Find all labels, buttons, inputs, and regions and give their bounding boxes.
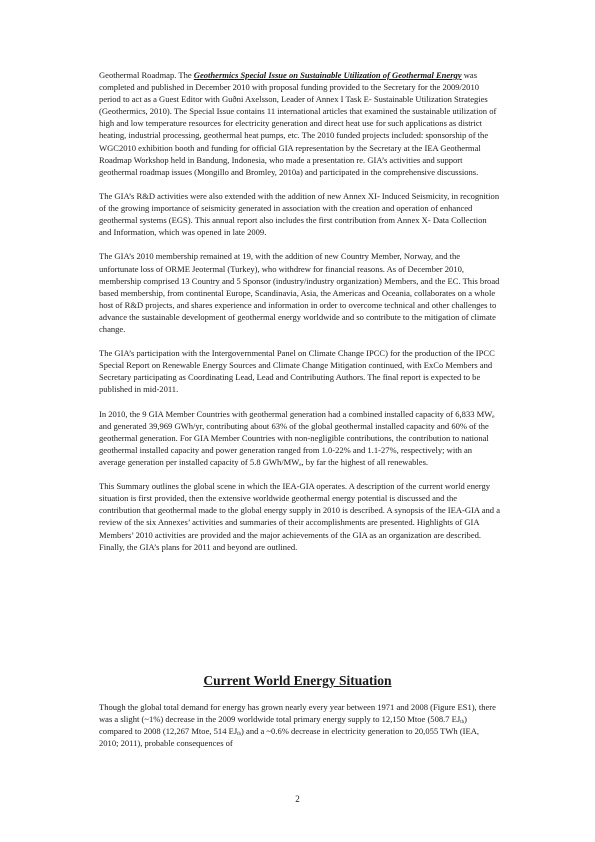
text-run: and generated 39,969 GWh/yr, contributing about 63% of the global geothermal installed capacity and 60% of the geothermal generation. For GIA Member Countries with non-negligible contributions, the contribution to national geothermal installed capacity and power generation ranged from 1.0-22% and 1.1-27%, respectively; with an average generation per installed capacity of 5.8 GWh/MW <box>99 420 489 467</box>
paragraph <box>99 347 500 395</box>
paragraph <box>99 69 500 178</box>
body-text-upper <box>99 69 500 565</box>
subscript: e <box>492 414 495 420</box>
subscript: th <box>237 732 242 738</box>
paragraph <box>99 480 500 553</box>
text-run: Geothermal Roadmap. The <box>99 70 194 80</box>
text-run: In 2010, the 9 GIA Member Countries with geothermal generation had a combined installed capacity of 6,833 MW <box>99 408 493 419</box>
text-run: The GIA’s participation with the Intergovernmental Panel on Climate Change IPCC) for the production of the IPCC Special Report on Renewable Energy Sources and Climate Change Mitigation continued, with ExCo Members and Secretary participating as Coordinating Lead, Lead and Contributing Authors. The final report is expected to be published in mid-2011. <box>99 348 495 395</box>
paragraph <box>99 250 500 335</box>
text-run: This Summary outlines the global scene in which the IEA-GIA operates. A description of the current world energy situation is first provided, then the extensive worldwide geothermal energy potential is discussed and the contribution that geothermal made to the global energy supply in 2010 is described. A synopsis of the IEA-GIA and a review of the six Annexes’ activities and summaries of their accomplishments are presented. Highlights of GIA Members’ 2010 activities are provided and the major achievements of the GIA as an organization are described. Finally, the GIA’s plans for 2011 and beyond are outlined. <box>99 481 500 552</box>
text-run: Though the global total demand for energy has grown nearly every year between 1971 and 2008 (Figure ES1), there was a slight (~1%) decrease in the 2009 worldwide total primary energy supply to 12,150 Mtoe (508.7 EJ <box>99 702 496 725</box>
text-run: ) compared to 2008 (12,267 Mtoe, 514 EJ <box>99 714 467 737</box>
special-issue-title: Geothermics Special Issue on Sustainable Utilization of Geothermal Energy <box>193 70 462 80</box>
text-run: ) and a ~0.6% decrease in electricity generation to 20,055 TWh (IEA, 2010; 2011), probable consequences of <box>99 726 480 749</box>
text-run: The GIA’s R&D activities were also extended with the addition of new Annex XI- Induced Seismicity, in recognition of the growing importance of seismicity generated in association with the creation and operation of enhanced geothermal systems (EGS). This annual report also includes the first contribution from Annex X- Data Collection and Information, which was opened in late 2009. <box>99 190 500 238</box>
paragraph <box>99 190 500 238</box>
subscript: th <box>460 720 465 726</box>
text-run: The GIA’s 2010 membership remained at 19, with the addition of new Country Member, Norway, and the unfortunate loss of ORME Jeotermal (Turkey), who withdrew for financial reasons. As of December 2010, membership comprised 13 Country and 5 Sponsor (industry/industry organization) Members, and the EC. This broad based membership, from continental Europe, Scandinavia, Asia, the Americas and Oceania, collaborates on a whole host of R&D projects, and shares experience and information in order to overcome technical and other challenges to advance the sustainable development of geothermal energy worldwide and so contribute to the mitigation of climate change. <box>99 251 500 334</box>
paragraph <box>99 408 500 468</box>
body-text-lower <box>99 701 500 761</box>
paragraph <box>99 701 500 749</box>
section-heading: Current World Energy Situation <box>203 673 392 688</box>
subscript: e <box>299 463 302 468</box>
page-number: 2 <box>295 794 300 804</box>
text-run: was completed and published in December 2010 with proposal funding provided to the Secretary for the 2009/2010 period to act as a Guest Editor with Guðni Axelsson, Leader of Annex I Task E- Sustainable Utilization Strategies (Geothermics, 2010). The Special Issue contains 11 international articles that examined the sustainable utilization of high and low temperature resources for electricity generation and direct heat use for such applications as district heating, industrial processing, geothermal heat pumps, etc. The 2010 funded projects included: sponsorship of the WGC2010 exhibition booth and funding for official GIA representation by the Secretary at the IEA Geothermal Roadmap Workshop held in Bandung, Indonesia, who made a presentation re. GIA’s activities and support geothermal roadmap issues (Mongillo and Bromley, 2010a) and participated in the comprehensive discussions. <box>99 70 497 177</box>
text-run: , by far the highest of all renewables. <box>301 457 429 467</box>
